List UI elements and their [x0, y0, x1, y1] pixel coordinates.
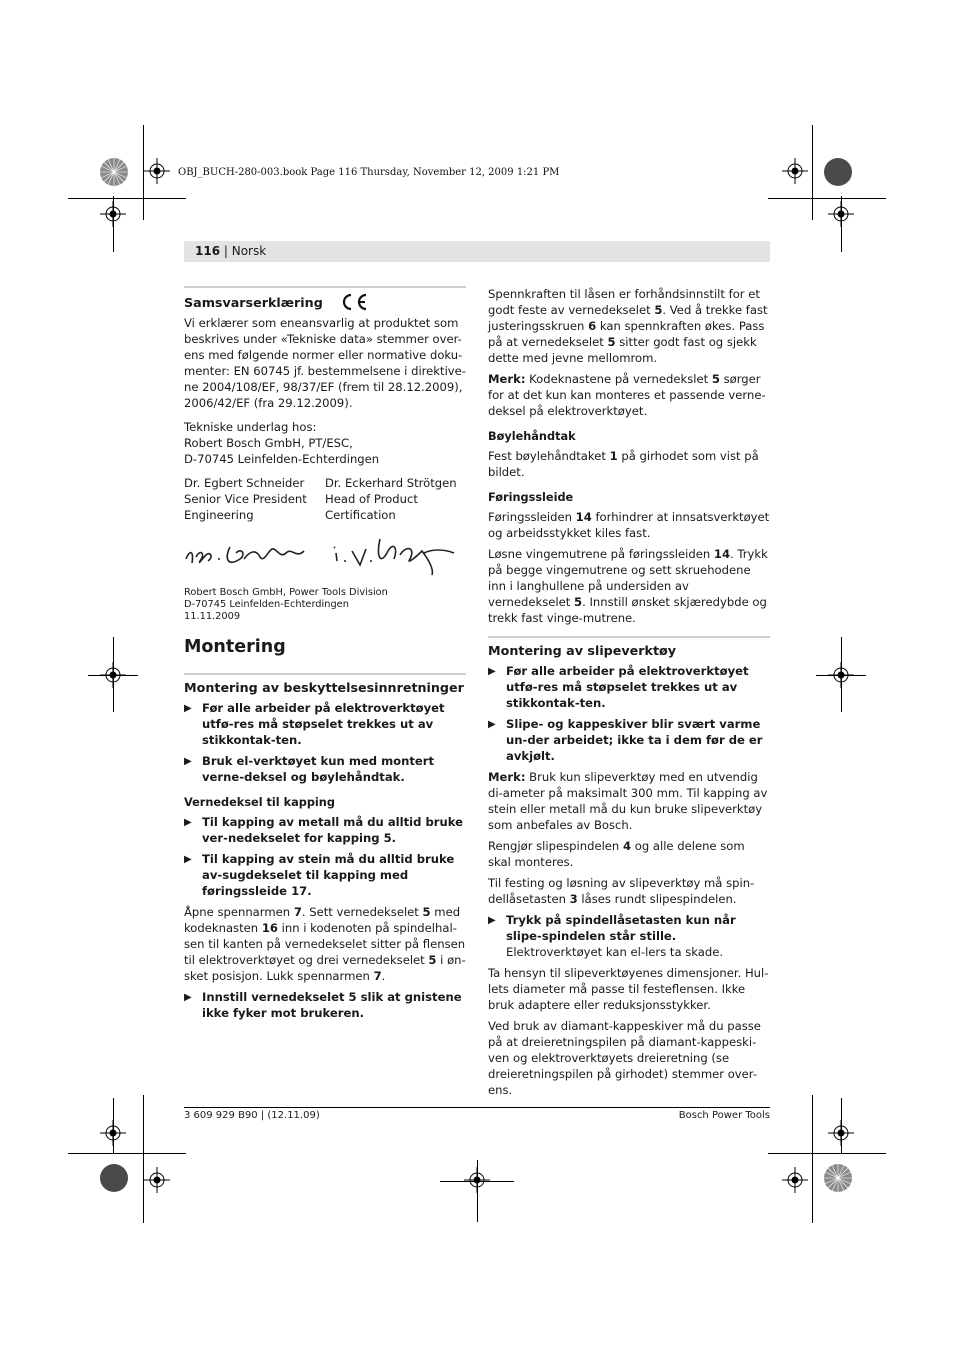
signatory-title: Engineering [184, 508, 254, 522]
signatory-1 [184, 475, 325, 523]
registration-target-icon [828, 1120, 854, 1146]
cutting-guard-heading: Vernedeksel til kapping [184, 796, 335, 809]
technical-docs-line: Robert Bosch GmbH, PT/ESC, [184, 436, 353, 450]
note-coding: Merk: Kodeknastene på vernedekslet 5 sørger for at det kun kan monteres et passende verne-deksel på elektroverktøyet. [488, 372, 766, 418]
signatories [184, 475, 466, 523]
triangle-bullet-icon: ▶ [184, 703, 192, 714]
warning-text: Trykk på spindellåsetasten kun når slipe-spindelen står stille. Elektroverktøyet kan el-lers ta skade. [506, 913, 736, 959]
color-rosette-icon [823, 1163, 853, 1193]
triangle-bullet-icon: ▶ [184, 854, 192, 865]
page-header [184, 241, 770, 262]
registration-target-icon [100, 1120, 126, 1146]
warning-text: Innstill vernedekselet 5 slik at gnistene ikke fyker mot brukeren. [202, 990, 462, 1020]
signatory-title: Head of Product [325, 492, 418, 506]
guide-text-2: Løsne vingemutrene på føringssleiden 14. Trykk på begge vingemutrene og sett skruehodene inn i langhullene på undersiden av vernedekselet 5. Innstill ønsket skjæredybde og trekk fast vinge-mutrene. [488, 547, 768, 625]
crop-mark [768, 1153, 886, 1154]
warning-bullet [488, 663, 770, 711]
warning-bullet [184, 700, 466, 748]
registration-target-icon [100, 201, 126, 227]
warning-text: Før alle arbeider på elektroverktøyet utfø-res må støpselet trekkes ut av stikkontak-ten. [506, 664, 749, 710]
registration-target-icon [144, 158, 170, 184]
color-rosette-icon [99, 157, 129, 187]
crop-mark [143, 1095, 144, 1223]
handle-heading: Bøylehåndtak [488, 430, 576, 443]
handle-text: Fest bøylehåndtaket 1 på girhodet som vist på bildet. [488, 449, 759, 479]
declaration-title: Samsvarserklæring [184, 294, 323, 310]
company-date: 11.11.2009 [184, 611, 241, 622]
footer-rule [184, 1107, 770, 1108]
warning-text: Før alle arbeider på elektroverktøyet utfø-res må støpselet trekkes ut av stikkontak-ten. [202, 701, 445, 747]
spindle-lock-text: Til festing og løsning av slipeverktøy må spin-dellåsetasten 3 låses rundt slipespindelen. [488, 876, 755, 906]
warning-bullet [184, 989, 466, 1021]
page-header-text [195, 244, 266, 258]
declaration-text: Vi erklærer som eneansvarlig at produktet som beskrives under «Tekniske data» stemmer over-ens med følgende normer eller normative doku-menter: EN 60745 jf. bestemmelsene i direktive-ne 2004/108/EF, 98/37/EF (frem til 28.12.2009), 2006/42/EF (fra 29.12.2009). [184, 316, 466, 410]
section-title-montering: Montering [184, 637, 286, 657]
guide-heading: Føringssleide [488, 491, 574, 504]
warning-text: Slipe- og kappeskiver blir svært varme un-der arbeidet; ikke ta i dem før de er avkjølt. [506, 717, 763, 763]
crop-mark [68, 1153, 186, 1154]
registration-target-icon [828, 662, 854, 688]
warning-bullet [184, 851, 466, 899]
registration-target-icon [828, 201, 854, 227]
signatory-name: Dr. Egbert Schneider [184, 476, 305, 490]
warning-bullet [184, 753, 466, 785]
crop-mark [812, 125, 813, 220]
mounting-instructions: Åpne spennarmen 7. Sett vernedekselet 5 med kodeknasten 16 inn i kodenoten på spindelhal-sen til kanten på vernedekselet sitter på flensen til elektroverktøyet og drei vernedekselet 5 i øn-sket posisjon. Lukk spennarmen 7. [184, 905, 466, 983]
warning-bullet [488, 716, 770, 764]
triangle-bullet-icon: ▶ [488, 915, 496, 926]
left-column [184, 286, 466, 1026]
clamping-force-text: Spennkraften til låsen er forhåndsinnstilt for et godt feste av vernedekselet 5. Ved å trekke fast justeringsskruen 6 kan spennkraften økes. Pass på at vernedekselet 5 sitter godt fast og sjekk dette med jevne mellomrom. [488, 287, 768, 365]
registration-target-icon [100, 662, 126, 688]
company-address [184, 587, 466, 623]
triangle-bullet-icon: ▶ [184, 756, 192, 767]
color-rosette-icon [99, 1163, 129, 1193]
warning-text: Til kapping av metall må du alltid bruke ver-nedekselet for kapping 5. [202, 815, 463, 845]
grinding-tools-heading: Montering av slipeverktøy [488, 643, 676, 658]
note-diameter: Merk: Bruk kun slipeverktøy med en utvendig di-ameter på maksimalt 300 mm. Til kapping av stein eller metall må du kun bruke slipeverktøy som anbefales av Bosch. [488, 770, 768, 832]
technical-docs-line: Tekniske underlag hos: [184, 420, 317, 434]
protection-heading: Montering av beskyttelsesinnretninger [184, 680, 464, 695]
right-column [488, 286, 770, 1103]
header-language: Norsk [231, 244, 267, 258]
clean-spindle-text: Rengjør slipespindelen 4 og alle delene som skal monteres. [488, 839, 745, 869]
warning-text: Til kapping av stein må du alltid bruke av-sugdekselet til kapping med føringssleide 17. [202, 852, 455, 898]
page-number: 116 [195, 244, 221, 258]
signatory-2 [325, 475, 466, 523]
triangle-bullet-icon: ▶ [488, 666, 496, 677]
warning-bullet [184, 814, 466, 846]
signatory-name: Dr. Eckerhard Strötgen [325, 476, 457, 490]
registration-target-icon [464, 1167, 490, 1193]
registration-target-icon [782, 158, 808, 184]
triangle-bullet-icon: ▶ [184, 992, 192, 1003]
crop-mark [812, 1095, 813, 1223]
book-info: OBJ_BUCH-280-003.book Page 116 Thursday, November 12, 2009 1:21 PM [178, 167, 560, 178]
crop-mark [68, 198, 186, 199]
triangle-bullet-icon: ▶ [488, 719, 496, 730]
crop-mark [768, 198, 886, 199]
declaration-heading [184, 288, 466, 312]
triangle-bullet-icon: ▶ [184, 817, 192, 828]
technical-docs-line: D-70745 Leinfelden-Echterdingen [184, 452, 380, 466]
ce-mark-icon [339, 292, 369, 312]
signatory-title: Certification [325, 508, 396, 522]
technical-docs [184, 419, 466, 467]
registration-target-icon [782, 1167, 808, 1193]
registration-target-icon [144, 1167, 170, 1193]
color-rosette-icon [823, 157, 853, 187]
header-separator: | [220, 244, 232, 258]
company-line: D-70745 Leinfelden-Echterdingen [184, 599, 349, 610]
guide-text-1: Føringssleiden 14 forhindrer at innsatsverktøyet og arbeidsstykket kiles fast. [488, 510, 770, 540]
warning-text: Bruk el-verktøyet kun med montert verne-deksel og bøylehåndtak. [202, 754, 435, 784]
handwritten-signatures [184, 529, 466, 579]
company-line: Robert Bosch GmbH, Power Tools Division [184, 587, 388, 598]
warning-bullet [488, 912, 770, 960]
footer-doc-number: 3 609 929 B90 | (12.11.09) [184, 1110, 320, 1121]
dimensions-text: Ta hensyn til slipeverktøyenes dimensjoner. Hul-lets diameter må passe til festeflensen. Ikke bruk adaptere eller reduksjonsstykker. [488, 966, 769, 1012]
diamond-disc-text: Ved bruk av diamant-kappeskiver må du passe på at dreieretningspilen på diamant-kappeski-ven og elektroverktøyets dreieretning (se dreieretningspilen på girhodet) stemmer over-ens. [488, 1019, 761, 1097]
footer-brand: Bosch Power Tools [678, 1110, 770, 1121]
signatory-title: Senior Vice President [184, 492, 307, 506]
